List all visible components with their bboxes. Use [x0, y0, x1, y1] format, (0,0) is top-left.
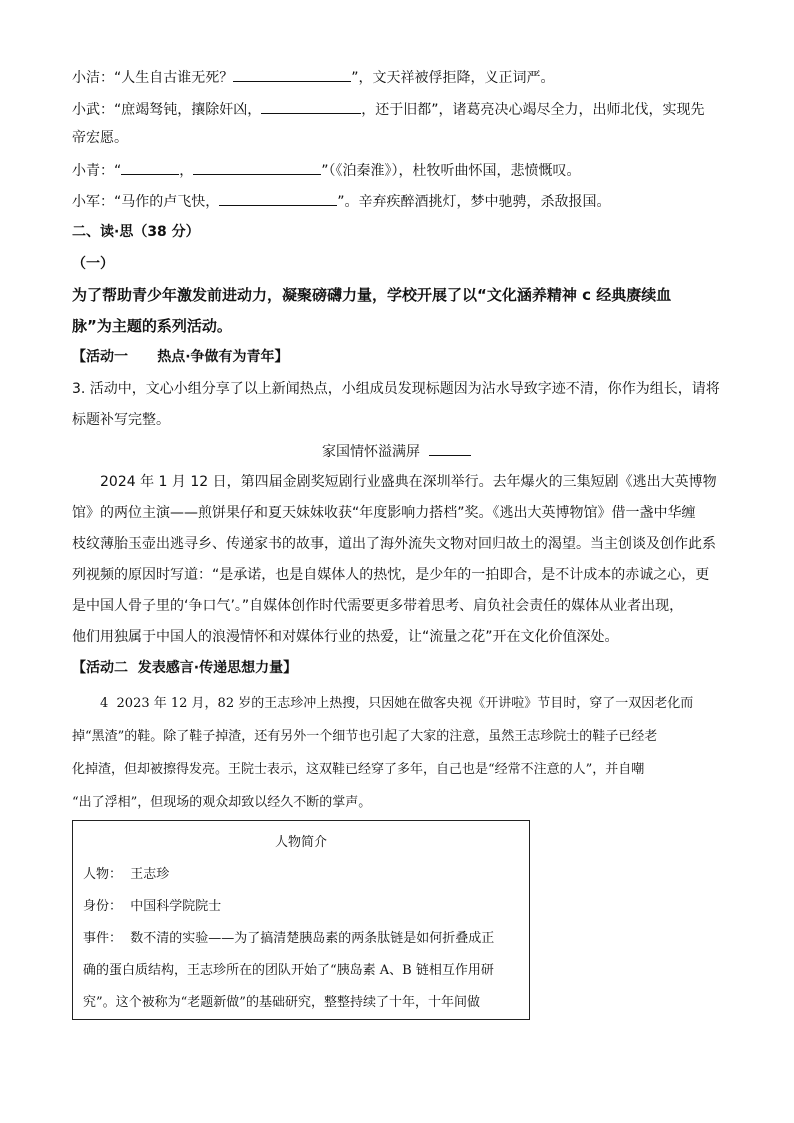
part2-title: 二、读·思（38 分）: [72, 224, 200, 240]
question-4: 4 2023 年 12 月，82 岁的王志珍冲上热搜，只因她在做客央视《开讲啦》节目时，穿了一双因老化而: [100, 696, 694, 711]
answer-blank[interactable]: [219, 191, 337, 206]
line-xiaojun: 小军：“马作的卢飞快， ”。辛弃疾醉酒挑灯，梦中驰骋，杀敌报国。: [72, 191, 611, 212]
answer-blank[interactable]: [233, 67, 351, 82]
line-xiaowu: 小武：“庶竭驽钝，攘除奸凶， ，还于旧都”，诸葛亮决心竭尽全力，出师北伐，实现先: [72, 99, 705, 120]
intro-line: 为了帮助青少年激发前进动力，凝聚磅礴力量，学校开展了以“文化涵养精神 c 经典赓续血: [72, 286, 672, 304]
line-xiaowu-cont: 帝宏愿。: [72, 130, 128, 146]
profile-event: 究”。这个被称为“老题新做”的基础研究，整整持续了十年，十年间做: [83, 995, 480, 1010]
sub-heading: （一）: [72, 256, 114, 272]
profile-event: 确的蛋白质结构，王志珍所在的团队开始了“胰岛素 A、B 链相互作用研: [83, 963, 494, 978]
intro-line: 脉”为主题的系列活动。: [72, 317, 232, 335]
activity1-heading: 【活动一 热点·争做有为青年】: [72, 349, 289, 365]
question-4: 化掉渣，但却被擦得发亮。王院士表示，这双鞋已经穿了多年，自己也是“经常不注意的人”，并自嘲: [72, 762, 645, 777]
news-paragraph: 馆》的两位主演——煎饼果仔和夏天妹妹收获“年度影响力搭档”奖。《逃出大英博物馆》借一盏中华缠: [72, 505, 696, 521]
line-xiaoqing: 小青：“ ， ”（《泊秦淮》），杜牧听曲怀国，悲愤慨叹。: [72, 160, 581, 181]
news-title: 家国情怀溢满屏: [322, 441, 471, 462]
activity2-heading: 【活动二 发表感言·传递思想力量】: [72, 660, 298, 676]
news-paragraph: 列视频的原因时写道：“是承诺，也是自媒体人的热忱，是少年的一拍即合，是不计成本的赤诚之心，更: [72, 567, 710, 583]
answer-blank[interactable]: [261, 99, 361, 114]
news-paragraph: 2024 年 1 月 12 日，第四届金剧奖短剧行业盛典在深圳举行。去年爆火的三集短剧《逃出大英博物: [100, 474, 717, 490]
answer-blank[interactable]: [121, 160, 179, 175]
question-4: “出了浮相”，但现场的观众却致以经久不断的掌声。: [72, 795, 372, 810]
news-paragraph: 是中国人骨子里的‘争口气’。”自媒体创作时代需要更多带着思考、肩负社会责任的媒体从业者出现，: [72, 598, 684, 614]
profile-event: 事件： 数不清的实验——为了搞清楚胰岛素的两条肽链是如何折叠成正: [83, 931, 495, 946]
answer-blank[interactable]: [193, 160, 321, 175]
question-3: 3. 活动中，文心小组分享了以上新闻热点，小组成员发现标题因为沾水导致字迹不清，你作为组长，请将: [72, 381, 720, 397]
profile-person: 人物： 王志珍: [83, 867, 170, 882]
line-xiaojie: 小洁：“人生自古谁无死？ ”，文天祥被俘拒降，义正词严。: [72, 67, 555, 88]
profile-identity: 身份： 中国科学院院士: [83, 899, 222, 914]
profile-title: 人物简介: [274, 835, 327, 850]
profile-box: [72, 820, 530, 1020]
news-paragraph: 枝纹薄胎玉壶出逃寻乡、传递家书的故事，道出了海外流失文物对回归故土的渴望。当主创谈及创作此系: [72, 536, 716, 552]
title-blank[interactable]: [429, 441, 471, 456]
question-3: 标题补写完整。: [72, 412, 170, 428]
news-paragraph: 他们用独属于中国人的浪漫情怀和对媒体行业的热爱，让“流量之花”开在文化价值深处。: [72, 629, 619, 645]
question-4: 掉“黑渣”的鞋。除了鞋子掉渣，还有另外一个细节也引起了大家的注意，虽然王志珍院士的鞋子已经老: [72, 729, 658, 744]
